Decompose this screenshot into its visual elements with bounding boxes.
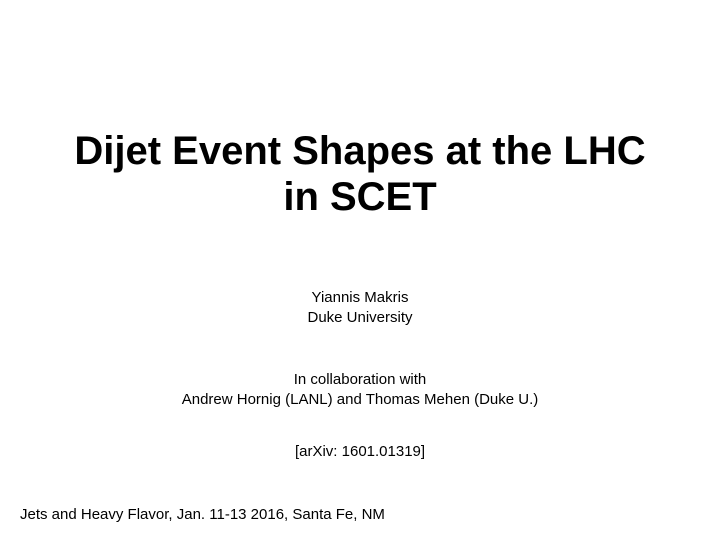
author-affiliation: Duke University [307,309,413,326]
title-line-2: in SCET [283,175,437,219]
footer-text: Jets and Heavy Flavor, Jan. 11-13 2016, Santa Fe, NM [20,506,385,523]
title-line-1: Dijet Event Shapes at the LHC [74,129,646,173]
collaboration-intro: In collaboration with [293,371,427,388]
collaboration-block [0,370,720,410]
author-name: Yiannis Makris [311,289,409,306]
collaboration-names: Andrew Hornig (LANL) and Thomas Mehen (Duke U.) [181,391,539,408]
slide-title [0,128,720,220]
author-block [0,288,720,328]
arxiv-reference [0,442,720,462]
arxiv-text: [arXiv: 1601.01319] [294,443,426,460]
